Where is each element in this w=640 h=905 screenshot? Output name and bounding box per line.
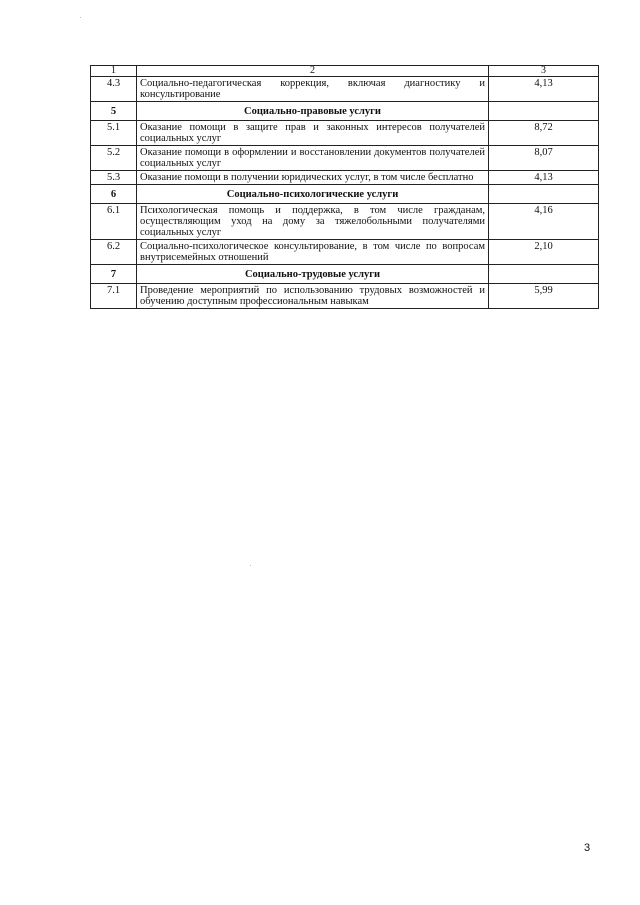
table-row bbox=[91, 146, 599, 171]
row-description: Социально-психологическое консультирование, в том числе по вопросам внутрисемейных отношений bbox=[137, 240, 489, 265]
row-value: 2,10 bbox=[489, 240, 599, 265]
scan-speck bbox=[80, 17, 81, 18]
row-description: Проведение мероприятий по использованию трудовых возможностей и обучению доступным профессиональным навыкам bbox=[137, 284, 489, 309]
table-row bbox=[91, 204, 599, 240]
header-col-number: 1 bbox=[91, 66, 137, 77]
section-number: 5 bbox=[91, 102, 137, 121]
row-number: 7.1 bbox=[91, 284, 137, 309]
section-title: Социально-психологические услуги bbox=[137, 185, 489, 204]
row-value: 4,16 bbox=[489, 204, 599, 240]
row-description: Оказание помощи в защите прав и законных интересов получателей социальных услуг bbox=[137, 121, 489, 146]
table-row bbox=[91, 284, 599, 309]
row-value: 4,13 bbox=[489, 77, 599, 102]
section-title: Социально-трудовые услуги bbox=[137, 265, 489, 284]
section-row bbox=[91, 185, 599, 204]
section-number: 6 bbox=[91, 185, 137, 204]
row-value: 5,99 bbox=[489, 284, 599, 309]
row-description: Социально-педагогическая коррекция, включая диагностику и консультирование bbox=[137, 77, 489, 102]
row-description: Оказание помощи в оформлении и восстановлении документов получателей социальных услуг bbox=[137, 146, 489, 171]
row-number: 5.2 bbox=[91, 146, 137, 171]
table-row bbox=[91, 240, 599, 265]
section-row bbox=[91, 102, 599, 121]
row-value: 8,07 bbox=[489, 146, 599, 171]
row-description: Оказание помощи в получении юридических услуг, в том числе бесплатно bbox=[137, 171, 489, 185]
row-number: 6.1 bbox=[91, 204, 137, 240]
table-row bbox=[91, 121, 599, 146]
row-number: 5.3 bbox=[91, 171, 137, 185]
table-row bbox=[91, 77, 599, 102]
header-col-value: 3 bbox=[489, 66, 599, 77]
section-title: Социально-правовые услуги bbox=[137, 102, 489, 121]
table-row bbox=[91, 171, 599, 185]
row-value: 8,72 bbox=[489, 121, 599, 146]
page-number: 3 bbox=[584, 842, 591, 854]
section-empty-cell bbox=[489, 102, 599, 121]
row-number: 4.3 bbox=[91, 77, 137, 102]
section-row bbox=[91, 265, 599, 284]
row-description: Психологическая помощь и поддержка, в том числе гражданам, осуществляющим уход на дому за тяжелобольными получателями социальных услуг bbox=[137, 204, 489, 240]
row-number: 6.2 bbox=[91, 240, 137, 265]
row-value: 4,13 bbox=[489, 171, 599, 185]
scan-speck bbox=[250, 565, 251, 566]
row-number: 5.1 bbox=[91, 121, 137, 146]
section-number: 7 bbox=[91, 265, 137, 284]
section-empty-cell bbox=[489, 265, 599, 284]
table-header-row bbox=[91, 66, 599, 77]
services-table bbox=[90, 65, 599, 309]
section-empty-cell bbox=[489, 185, 599, 204]
header-col-description: 2 bbox=[137, 66, 489, 77]
